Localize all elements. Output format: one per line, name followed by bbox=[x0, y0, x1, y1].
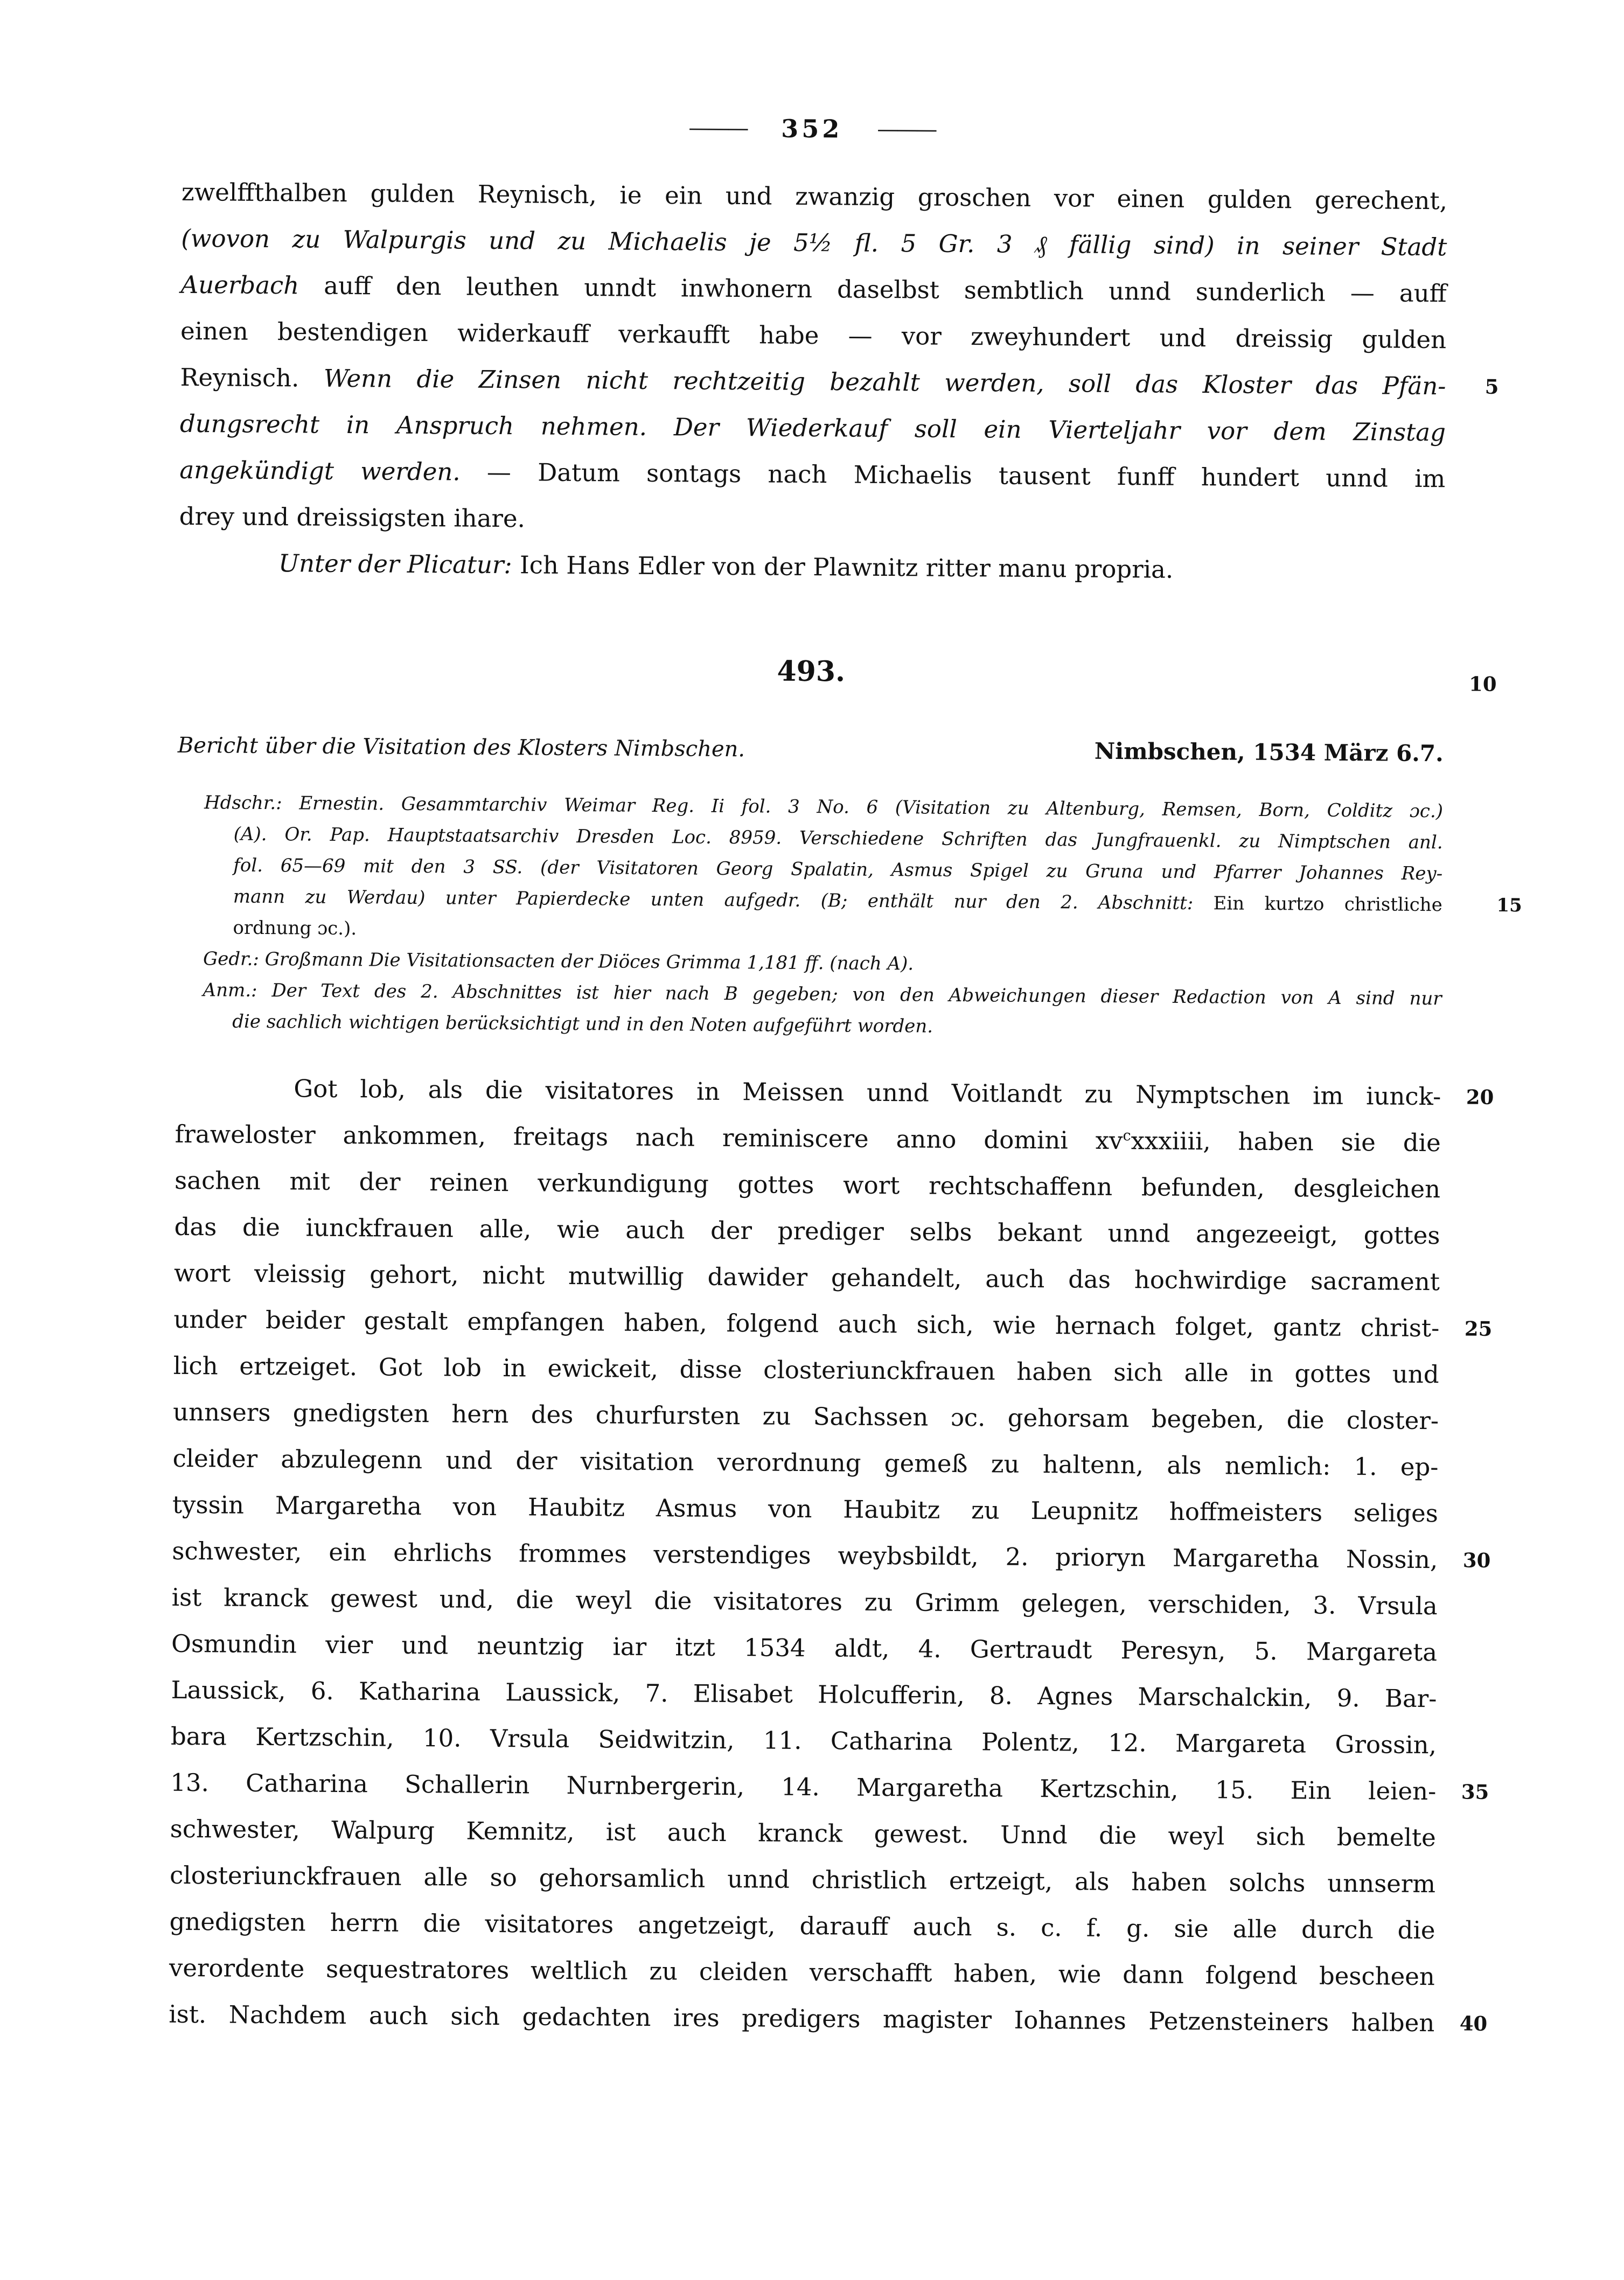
text-segment: bara Kertzschin, 10. Vrsula Seidwitzin, 11. Catharina Polentz, 12. Margareta Grossin, bbox=[170, 1721, 1437, 1760]
main-text bbox=[169, 1065, 1494, 2046]
margin-line-number: 15 bbox=[1496, 894, 1522, 917]
text-segment: Osmundin vier und neuntzig iar itzt 1534 aldt, 4. Gertraudt Peresyn, 5. Margareta bbox=[171, 1629, 1438, 1667]
text-segment: dungsrecht in Anspruch nehmen. Der Wiederkauf soll ein Vierteljahr vor dem Zinstag bbox=[179, 409, 1446, 447]
text-segment: sachen mit der reinen verkundigung gottes wort rechtschaffenn befunden, desgleichen bbox=[174, 1166, 1441, 1204]
document-date: Nimbschen, 1534 März 6.7. bbox=[1094, 737, 1444, 767]
text-segment: ist kranck gewest und, die weyl die visitatores zu Grimm gelegen, verschiden, 3. Vrsula bbox=[171, 1582, 1438, 1621]
text-segment: c bbox=[1123, 1127, 1131, 1145]
text-line bbox=[169, 1945, 1435, 2000]
page-number: 352 bbox=[781, 114, 843, 144]
text-line bbox=[171, 1713, 1437, 1768]
text-line bbox=[173, 1343, 1439, 1398]
text-segment: closteriunckfrauen alle so gehorsamlich unnd christlich ertzeigt, als haben solchs unnserm bbox=[169, 1860, 1436, 1899]
text-line bbox=[174, 1250, 1440, 1305]
margin-line-number: 40 bbox=[1459, 2011, 1488, 2035]
text-segment: angekündigt werden. bbox=[179, 455, 461, 486]
text-line bbox=[180, 401, 1446, 456]
document-title-row bbox=[178, 731, 1444, 766]
text-segment: schwester, ein ehrlichs frommes verstendiges weybsbildt, 2. prioryn Margaretha Nossin, bbox=[172, 1536, 1438, 1574]
text-line bbox=[175, 1111, 1441, 1166]
document-number-row bbox=[178, 649, 1497, 696]
text-line bbox=[180, 354, 1499, 409]
text-segment: Unter der Plicatur: bbox=[278, 549, 512, 580]
text-segment: drey und dreissigsten ihare. bbox=[179, 501, 526, 533]
margin-line-number: 25 bbox=[1464, 1316, 1493, 1341]
text-line bbox=[181, 215, 1447, 270]
document-title: Bericht über die Visitation des Klosters Nimbschen. bbox=[177, 733, 745, 762]
header-dash-left: ——— bbox=[688, 115, 747, 141]
text-line bbox=[179, 447, 1446, 502]
text-segment: under beider gestalt empfangen haben, folgend auch sich, wie hernach folget, gantz christ- bbox=[173, 1305, 1440, 1343]
text-segment: (wovon zu Walpurgis und zu Michaelis je 5½ fl. 5 Gr. 3 ₰ fällig sind) in seiner Stadt bbox=[181, 224, 1447, 262]
text-line bbox=[171, 1574, 1438, 1629]
text-segment: unnsers gnedigsten hern des churfursten zu Sachssen ɔc. gehorsam begeben, die closter- bbox=[172, 1397, 1439, 1435]
text-line bbox=[170, 1760, 1489, 1815]
text-segment: wort vleissig gehort, nicht mutwillig dawider gehandelt, auch das hochwirdige sacrament bbox=[173, 1258, 1440, 1296]
text-segment: tyssin Margaretha von Haubitz Asmus von Haubitz zu Leupnitz hoffmeisters seliges bbox=[172, 1490, 1439, 1528]
scanned-book-page bbox=[0, 109, 1624, 2280]
text-segment: (A). Or. Pap. Hauptstaatsarchiv Dresden Loc. 8959. Verschiedene Schriften das Jungfrauenkl. zu Nimptschen anl. bbox=[233, 823, 1443, 854]
text-line bbox=[175, 1065, 1494, 1120]
text-segment: — Datum sontags nach Michaelis tausent funff hundert unnd im bbox=[460, 457, 1446, 493]
text-segment: Ich Hans Edler von der Plawnitz ritter manu propria. bbox=[512, 550, 1174, 584]
headnote bbox=[176, 787, 1522, 1045]
text-segment: Hdschr.: Ernestin. Gesammtarchiv Weimar Reg. Ii fol. 3 No. 6 (Visitation zu Altenburg, Remsen, Born, Colditz ɔc.) bbox=[204, 792, 1444, 822]
text-segment: schwester, Walpurg Kemnitz, ist auch kranck gewest. Unnd die weyl sich bemelte bbox=[170, 1814, 1436, 1852]
text-segment: auff den leuthen unndt inwhonern daselbst sembtlich unnd sunderlich — auff bbox=[299, 271, 1447, 308]
text-line bbox=[175, 1158, 1441, 1212]
plicatur-line bbox=[179, 540, 1445, 595]
text-segment: Ein kurtzo christliche bbox=[1213, 893, 1442, 916]
text-line bbox=[172, 1528, 1491, 1583]
text-segment: die sachlich wichtigen berücksichtigt und in den Noten aufgeführt worden. bbox=[232, 1010, 933, 1037]
text-segment: verordente sequestratores weltlich zu cleiden verschafft haben, wie dann folgend bescheen bbox=[169, 1953, 1435, 1991]
text-line bbox=[180, 308, 1447, 363]
text-segment: ordnung ɔc.). bbox=[233, 917, 357, 940]
margin-line-number: 5 bbox=[1484, 374, 1499, 399]
text-segment: ist. Nachdem auch sich gedachten ires predigers magister Iohannes Petzensteiners halben bbox=[169, 1999, 1435, 2038]
header-dash-right: ——— bbox=[877, 116, 936, 142]
text-segment: cleider abzulegenn und der visitation verordnung gemeß zu haltenn, als nemlich: 1. ep- bbox=[172, 1444, 1439, 1482]
text-segment: das die iunckfrauen alle, wie auch der prediger selbs bekant unnd angezeeigt, gottes bbox=[174, 1212, 1440, 1250]
text-line bbox=[170, 1806, 1436, 1861]
text-line bbox=[173, 1389, 1439, 1444]
text-segment: fraweloster ankommen, freitags nach reminiscere anno domini xv bbox=[175, 1119, 1123, 1155]
margin-line-number: 20 bbox=[1466, 1085, 1494, 1109]
text-segment: fol. 65—69 mit den 3 SS. (der Visitatoren Georg Spalatin, Asmus Spigel zu Gruna und Pfarrer Johannes Rey- bbox=[233, 854, 1443, 885]
text-segment: Got lob, als die visitatores in Meissen unnd Voitlandt zu Nymptschen im iunck- bbox=[294, 1074, 1441, 1111]
text-line bbox=[172, 1435, 1439, 1490]
text-line bbox=[173, 1296, 1493, 1351]
margin-line-number: 30 bbox=[1462, 1548, 1491, 1572]
text-segment: lich ertzeiget. Got lob in ewickeit, disse closteriunckfrauen haben sich alle in gottes und bbox=[173, 1351, 1439, 1389]
text-segment: Anm.: Der Text des 2. Abschnittes ist hier nach B gegeben; von den Abweichungen dieser Redaction von A sind nur bbox=[203, 979, 1442, 1010]
previous-document-continuation bbox=[179, 169, 1499, 595]
text-segment: 13. Catharina Schallerin Nurnbergerin, 14. Margaretha Kertzschin, 15. Ein leien- bbox=[170, 1768, 1437, 1806]
document-number: 493. bbox=[777, 654, 846, 688]
text-line bbox=[171, 1667, 1437, 1722]
text-segment: gnedigsten herrn die visitatores angetzeigt, darauff auch s. c. f. g. sie alle durch die bbox=[169, 1907, 1435, 1945]
text-segment: Reynisch. bbox=[180, 362, 324, 393]
text-segment: Laussick, 6. Katharina Laussick, 7. Elisabet Holcufferin, 8. Agnes Marschalckin, 9. Bar- bbox=[171, 1675, 1437, 1713]
text-segment: mann zu Werdau) unter Papierdecke unten aufgedr. (B; enthält nur den 2. Abschnitt: bbox=[233, 885, 1214, 915]
text-segment: Gedr.: Großmann Die Visitationsacten der Diöces Grimma 1,181 ff. (nach A). bbox=[203, 948, 914, 975]
text-line bbox=[180, 262, 1447, 317]
margin-line-number: 10 bbox=[1468, 672, 1497, 696]
text-segment: zwelffthalben gulden Reynisch, ie ein und zwanzig groschen vor einen gulden gerechent, bbox=[181, 177, 1448, 215]
text-line bbox=[169, 1991, 1488, 2046]
text-segment: Wenn die Zinsen nicht rechtzeitig bezahlt werden, soll das Kloster das Pfän- bbox=[323, 364, 1446, 401]
text-segment: Auerbach bbox=[180, 270, 299, 300]
prev-doc-text bbox=[179, 169, 1499, 595]
page-header bbox=[0, 109, 1624, 149]
text-line bbox=[170, 1852, 1436, 1907]
text-line bbox=[169, 1899, 1435, 1954]
text-line bbox=[174, 1204, 1440, 1259]
text-line bbox=[182, 169, 1448, 224]
margin-line-number: 35 bbox=[1461, 1780, 1489, 1804]
text-segment: xxxiiii, haben sie die bbox=[1131, 1126, 1441, 1158]
text-line bbox=[171, 1621, 1438, 1676]
text-line bbox=[172, 1482, 1439, 1537]
page-content bbox=[169, 169, 1522, 2046]
document-493 bbox=[169, 649, 1522, 2046]
text-line bbox=[179, 493, 1445, 548]
text-segment: einen bestendigen widerkauff verkaufft habe — vor zweyhundert und dreissig gulden bbox=[180, 316, 1447, 354]
